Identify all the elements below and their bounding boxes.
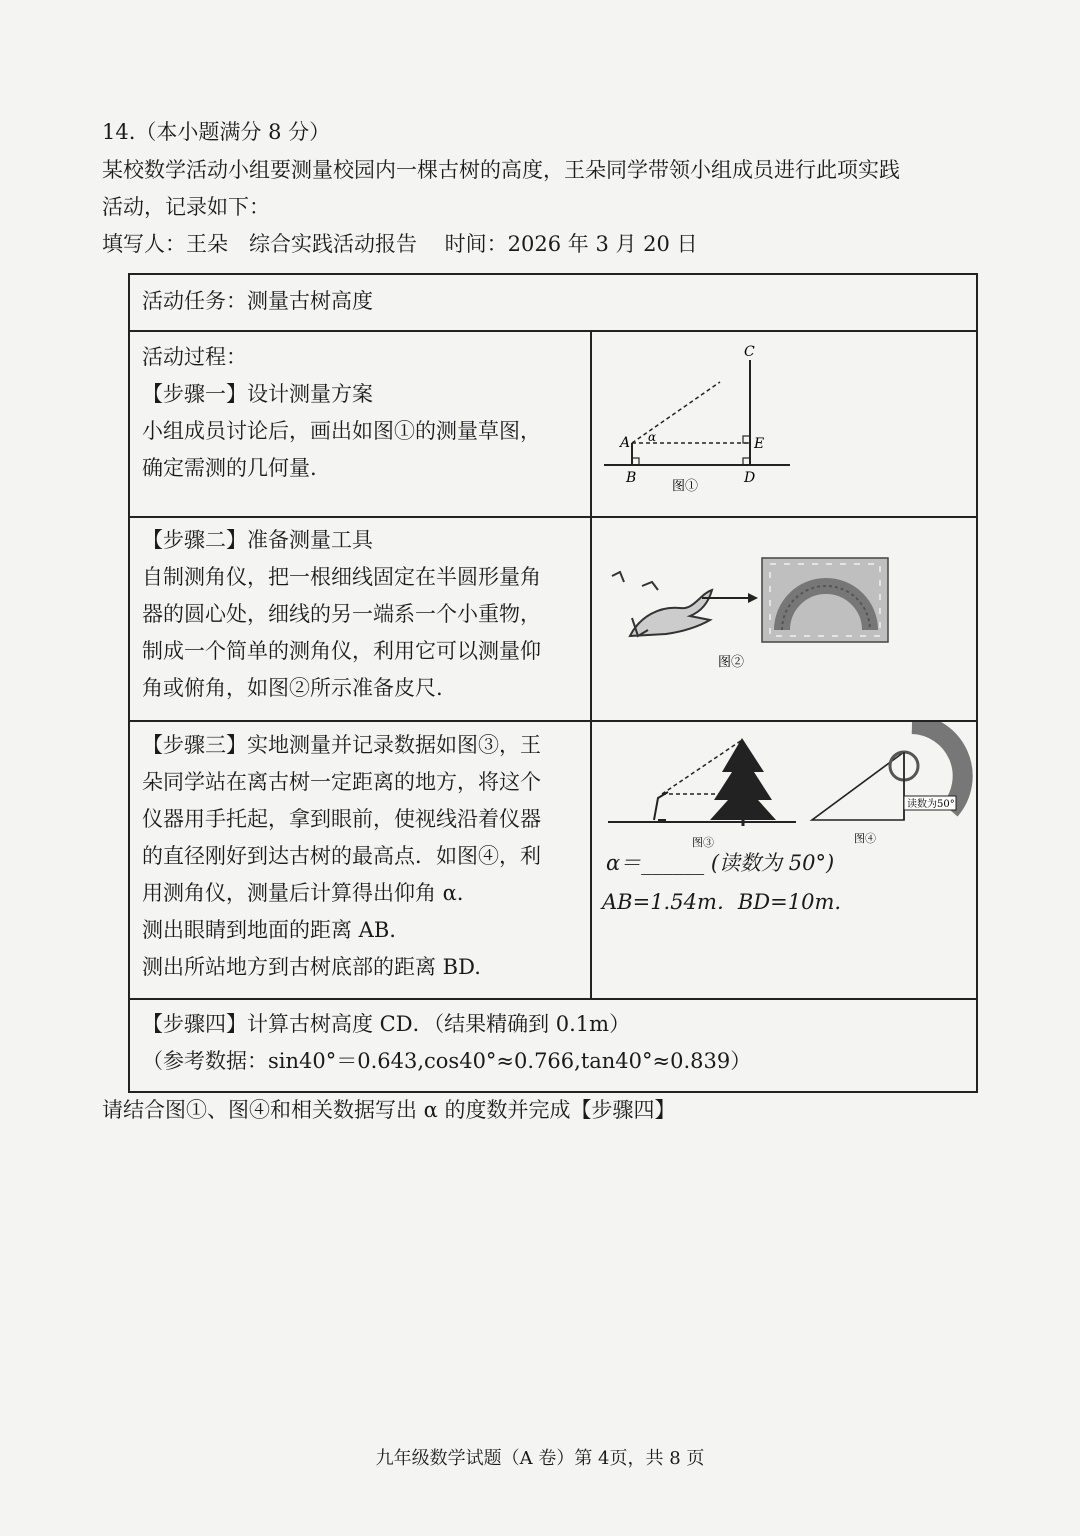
figure1-caption: 图①: [672, 479, 699, 494]
step2-text-cell: [130, 518, 592, 720]
step2-title: 【步骤二】准备测量工具: [142, 528, 373, 552]
tree-icon: [710, 738, 776, 820]
step3-text-cell: [130, 722, 592, 998]
step3-line-4: 的直径刚好到达古树的最高点．如图④，利: [142, 844, 541, 868]
intro-line-1: 某校数学活动小组要测量校园内一棵古树的高度，王朵同学带领小组成员进行此项实践: [102, 158, 900, 182]
report-table: [128, 273, 978, 1093]
step3-row: [130, 722, 976, 1000]
step1-line-1: 小组成员讨论后，画出如图①的测量草图，: [142, 419, 541, 443]
figure3-tree-scene: [608, 738, 796, 849]
alpha-answer-line: α＝______ (读数为 50°): [606, 851, 835, 875]
figure4-protractor-triangle: [812, 724, 963, 845]
step3-line-1: 【步骤三】实地测量并记录数据如图③，王: [142, 733, 541, 757]
report-meta: 填写人：王朵 综合实践活动报告 时间：2026 年 3 月 20 日: [102, 232, 698, 256]
page-footer: 九年级数学试题（A 卷）第 4页，共 8 页: [375, 1448, 705, 1469]
hand-held-instrument-image: [612, 572, 712, 636]
process-label: 活动过程：: [142, 345, 247, 369]
step2-line-2: 器的圆心处，细线的另一端系一个小重物，: [142, 602, 541, 626]
right-angle-e: [743, 436, 750, 443]
label-a: A: [620, 435, 631, 451]
arrow-head: [748, 593, 758, 603]
step4-reference-data: （参考数据：sin40°＝0.643,cos40°≈0.766,tan40°≈0.839）: [142, 1049, 752, 1073]
figure2-cell: [592, 518, 976, 720]
label-b: B: [626, 470, 637, 486]
task-text: 活动任务：测量古树高度: [142, 289, 373, 313]
step3-line-2: 朵同学站在离古树一定距离的地方，将这个: [142, 770, 541, 794]
measurement-data: AB=1.54m．BD=10m.: [602, 890, 842, 914]
intro-line-2: 活动，记录如下：: [102, 195, 270, 219]
step2-row: [130, 518, 976, 722]
figure2-tools: [592, 518, 978, 718]
figure3-caption: 图③: [692, 836, 714, 849]
figure3-4-drawings: [592, 722, 978, 852]
step1-text-cell: [130, 332, 592, 516]
step2-line-4: 角或俯角，如图②所示准备皮尺.: [142, 676, 443, 700]
label-d: D: [744, 470, 756, 486]
figure4-reading: 读数为50°: [907, 799, 955, 810]
label-c: C: [744, 344, 755, 360]
right-angle-d: [743, 458, 750, 465]
right-angle-b: [632, 458, 639, 465]
figure2-caption: 图②: [718, 655, 745, 670]
figure4-caption: 图④: [854, 832, 876, 845]
step3-line-3: 仪器用手托起，拿到眼前，使视线沿着仪器: [142, 807, 541, 831]
step3-line-7: 测出所站地方到古树底部的距离 BD.: [142, 955, 481, 979]
figure34-cell: [592, 722, 976, 998]
sight-line-ac: [632, 382, 720, 443]
step4-row: [130, 1000, 976, 1093]
step3-line-5: 用测角仪，测量后计算得出仰角 α．: [142, 881, 478, 905]
protractor-photo: [762, 558, 888, 642]
step2-line-1: 自制测角仪，把一根细线固定在半圆形量角: [142, 565, 541, 589]
question-header: 14.（本小题满分 8 分）: [102, 120, 331, 144]
figure1-sketch: [592, 332, 978, 516]
figure1-cell: [592, 332, 976, 516]
label-alpha: α: [648, 430, 657, 444]
label-e: E: [754, 436, 765, 452]
step1-line-2: 确定需测的几何量.: [142, 456, 317, 480]
step1-row: [130, 332, 976, 518]
step2-line-3: 制成一个简单的测角仪，利用它可以测量仰: [142, 639, 541, 663]
step3-line-6: 测出眼睛到地面的距离 AB.: [142, 918, 396, 942]
closing-instruction: 请结合图①、图④和相关数据写出 α 的度数并完成【步骤四】: [102, 1098, 676, 1122]
step1-title: 【步骤一】设计测量方案: [142, 382, 373, 406]
task-row: [130, 275, 976, 332]
step4-title: 【步骤四】计算古树高度 CD．（结果精确到 0.1m）: [142, 1012, 631, 1036]
